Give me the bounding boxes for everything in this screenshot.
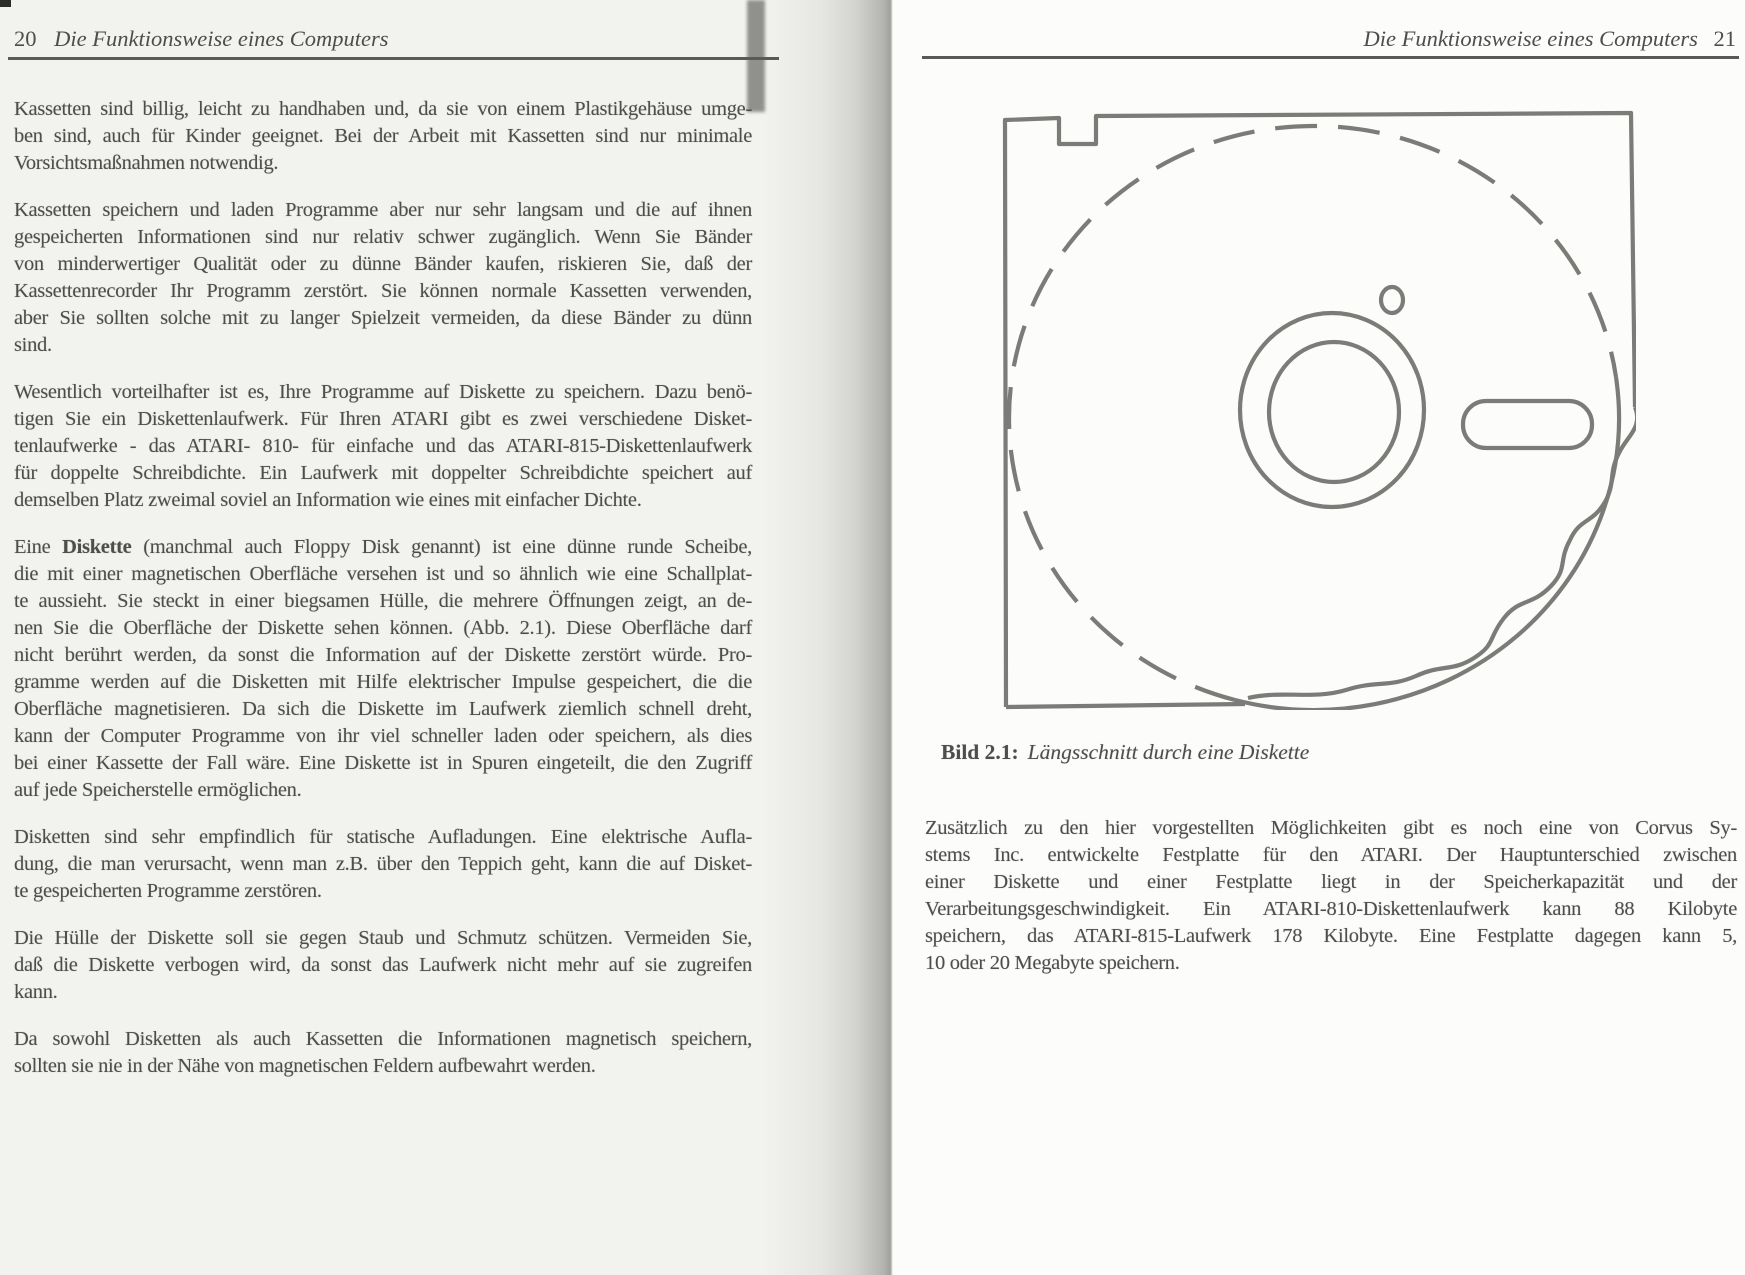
right-page-header — [1364, 26, 1736, 52]
text-line: gespeicherten Informationen sind nur relativ schwer zugänglich. Wenn Sie Bänder — [14, 226, 752, 248]
left-running-title: Die Funktionsweise eines Computers — [54, 26, 389, 51]
exposed-disk-edge — [1235, 377, 1619, 710]
text-line: gramme werden auf die Disketten mit Hilfe elektrischer Impulse gespeichert, die die — [14, 671, 752, 693]
page-gutter-shadow — [762, 0, 893, 1275]
paragraph — [14, 197, 752, 359]
paragraph — [14, 534, 752, 804]
text-line: daß die Diskette verbogen wird, da sonst das Laufwerk nicht mehr auf sie zugreifen — [14, 954, 752, 976]
text-line: auf jede Speicherstelle ermöglichen. — [14, 779, 302, 801]
text-line: sind. — [14, 334, 52, 356]
left-header-rule — [8, 57, 779, 60]
text-line: Disketten sind sehr empfindlich für statische Aufladungen. Eine elektrische Aufla- — [14, 826, 752, 848]
paragraph — [14, 1026, 752, 1080]
right-running-title: Die Funktionsweise eines Computers — [1363, 26, 1698, 51]
left-page-number: 20 — [14, 26, 37, 51]
text-line: tenlaufwerke - das ATARI- 810- für einfache und das ATARI-815-Diskettenlaufwerk — [14, 435, 752, 457]
text-line: Da sowohl Disketten als auch Kassetten die Informationen magnetisch speichern, — [14, 1028, 752, 1050]
disk-outline-dashed — [1009, 126, 1616, 700]
text-line: Kassettenrecorder Ihr Programm zerstört. Sie können normale Kassetten verwenden, — [14, 280, 752, 302]
text-line: für doppelte Schreibdichte. Ein Laufwerk mit doppelter Schreibdichte speichert auf — [14, 462, 752, 484]
left-page-body — [14, 96, 752, 1100]
text-line: stems Inc. entwickelte Festplatte für den ATARI. Der Hauptunterschied zwischen — [925, 844, 1737, 866]
right-page-number: 21 — [1713, 26, 1736, 51]
paragraph — [14, 379, 752, 514]
torn-sleeve-edge — [1248, 407, 1636, 698]
text-line: Vorsichtsmaßnahmen notwendig. — [14, 152, 279, 174]
index-hole — [1381, 287, 1403, 313]
text-line: Verarbeitungsgeschwindigkeit. Ein ATARI-810-Diskettenlaufwerk kann 88 Kilobyte — [925, 898, 1737, 920]
figure-caption-text: Längsschnitt durch eine Diskette — [1027, 740, 1310, 764]
text-line: Die Hülle der Diskette soll sie gegen Staub und Schmutz schützen. Vermeiden Sie, — [14, 927, 752, 949]
text-line: nicht berührt werden, da sonst die Information auf der Diskette zerstört würde. Pro- — [14, 644, 752, 666]
text-line: 10 oder 20 Megabyte speichern. — [925, 952, 1180, 974]
paragraph — [14, 925, 752, 1006]
text-line: te aussieht. Sie steckt in einer biegsamen Hülle, die mehrere Öffnungen zeigt, an de- — [14, 590, 752, 612]
text-line: Kassetten sind billig, leicht zu handhaben und, da sie von einem Plastikgehäuse umge- — [14, 98, 752, 120]
text-line: speichern, das ATARI-815-Laufwerk 178 Kilobyte. Eine Festplatte dagegen kann 5, — [925, 925, 1737, 947]
disk-sleeve-bottom-edge — [1006, 704, 1245, 707]
text-line: dung, die man verursacht, wenn man z.B. über den Teppich geht, kann die auf Disket- — [14, 853, 752, 875]
paragraph — [14, 824, 752, 905]
paragraph — [14, 96, 752, 177]
text-line: die mit einer magnetischen Oberfläche versehen ist und so ähnlich wie eine Schallplat- — [14, 563, 752, 585]
text-line: tigen Sie ein Diskettenlaufwerk. Für Ihren ATARI gibt es zwei verschiedene Disket- — [14, 408, 752, 430]
right-header-rule — [922, 56, 1739, 59]
figure-caption — [941, 740, 1309, 765]
text-line: einer Diskette und einer Festplatte liegt in der Speicherkapazität und der — [925, 871, 1737, 893]
text-line: Oberfläche magnetisieren. Da sich die Diskette im Laufwerk ziemlich schnell dreht, — [14, 698, 752, 720]
text-line: kann. — [14, 981, 58, 1003]
text-line: te gespeicherten Programme zerstören. — [14, 880, 322, 902]
text-line: ben sind, auch für Kinder geeignet. Bei der Arbeit mit Kassetten sind nur minimale — [14, 125, 752, 147]
disk-sleeve — [1005, 113, 1635, 707]
text-line: Eine Diskette (manchmal auch Floppy Disk genannt) ist eine dünne runde Scheibe, — [14, 536, 752, 558]
text-line: bei einer Kassette der Fall wäre. Eine Diskette ist in Spuren eingeteilt, die den Zugriff — [14, 752, 752, 774]
text-line: Kassetten speichern und laden Programme aber nur sehr langsam und die auf ihnen — [14, 199, 752, 221]
text-line: kann der Computer Programme von ihr viel schneller laden oder speichern, als dies — [14, 725, 752, 747]
text-line: Zusätzlich zu den hier vorgestellten Möglichkeiten gibt es noch eine von Corvus Sy- — [925, 817, 1737, 839]
scan-corner-artifact — [0, 0, 11, 7]
figure-diskette-diagram — [1002, 110, 1636, 710]
text-line: aber Sie sollten solche mit zu langer Spielzeit vermeiden, da diese Bänder zu dünn — [14, 307, 752, 329]
figure-caption-label: Bild 2.1: — [941, 740, 1019, 764]
paragraph — [925, 815, 1737, 977]
right-page-body — [925, 815, 1737, 997]
text-line: Wesentlich vorteilhafter ist es, Ihre Programme auf Diskette zu speichern. Dazu benö- — [14, 381, 752, 403]
text-line: sollten sie nie in der Nähe von magnetischen Feldern aufbewahrt werden. — [14, 1055, 596, 1077]
text-line: nen Sie die Oberfläche der Diskette sehen können. (Abb. 2.1). Diese Oberfläche darf — [14, 617, 752, 639]
text-line: von minderwertiger Qualität oder zu dünne Bänder kaufen, riskieren Sie, daß der — [14, 253, 752, 275]
left-page-header — [14, 26, 388, 52]
text-line: demselben Platz zweimal soviel an Information wie eines mit einfacher Dichte. — [14, 489, 642, 511]
read-write-window — [1463, 401, 1592, 448]
hub-inner-ring — [1269, 342, 1399, 482]
